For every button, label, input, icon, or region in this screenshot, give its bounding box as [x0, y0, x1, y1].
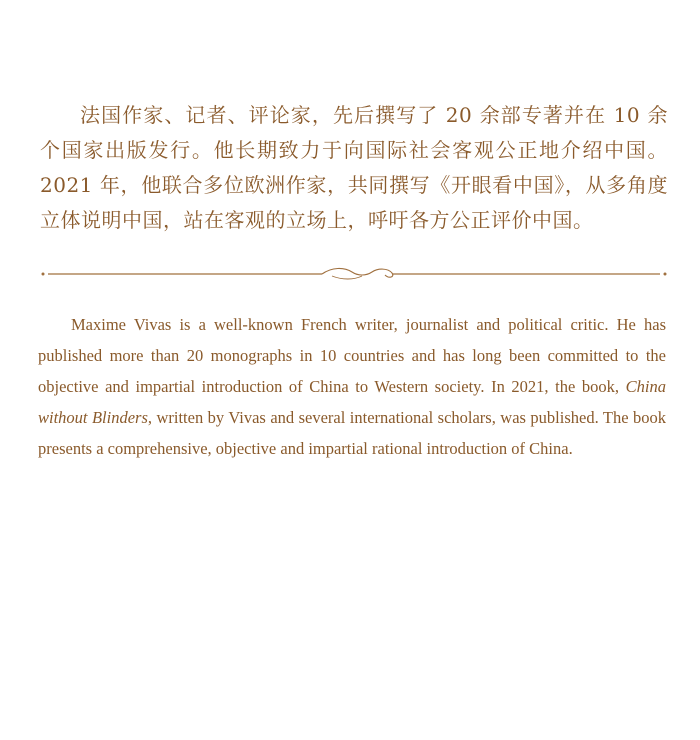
- english-bio-text-part1: Maxime Vivas is a well-known French writer, journalist and political critic. He has published more than 20 monographs in 10 countries and has long been committed to the objective and impartial introduction of China to Western society. In 2021, the book,: [38, 315, 666, 396]
- divider-right-dot: [664, 273, 667, 276]
- english-bio-section: [38, 309, 666, 464]
- divider-left-dot: [42, 273, 45, 276]
- ornamental-divider: [40, 262, 668, 286]
- book-title: China without Blinders: [38, 377, 666, 427]
- english-bio-paragraph: [38, 309, 666, 464]
- chinese-bio-section: [40, 98, 668, 238]
- english-bio-text-part2: , written by Vivas and several international scholars, was published. The book presents a comprehensive, objective and impartial rational introduction of China.: [38, 408, 666, 458]
- chinese-bio-paragraph: 法国作家、记者、评论家，先后撰写了 20 余部专著并在 10 余个国家出版发行。他长期致力于向国际社会客观公正地介绍中国。2021 年，他联合多位欧洲作家，共同撰写《开眼看中国》，从多角度立体说明中国，站在客观的立场上，呼吁各方公正评价中国。: [40, 103, 668, 232]
- divider-flourish-lower: [332, 276, 362, 279]
